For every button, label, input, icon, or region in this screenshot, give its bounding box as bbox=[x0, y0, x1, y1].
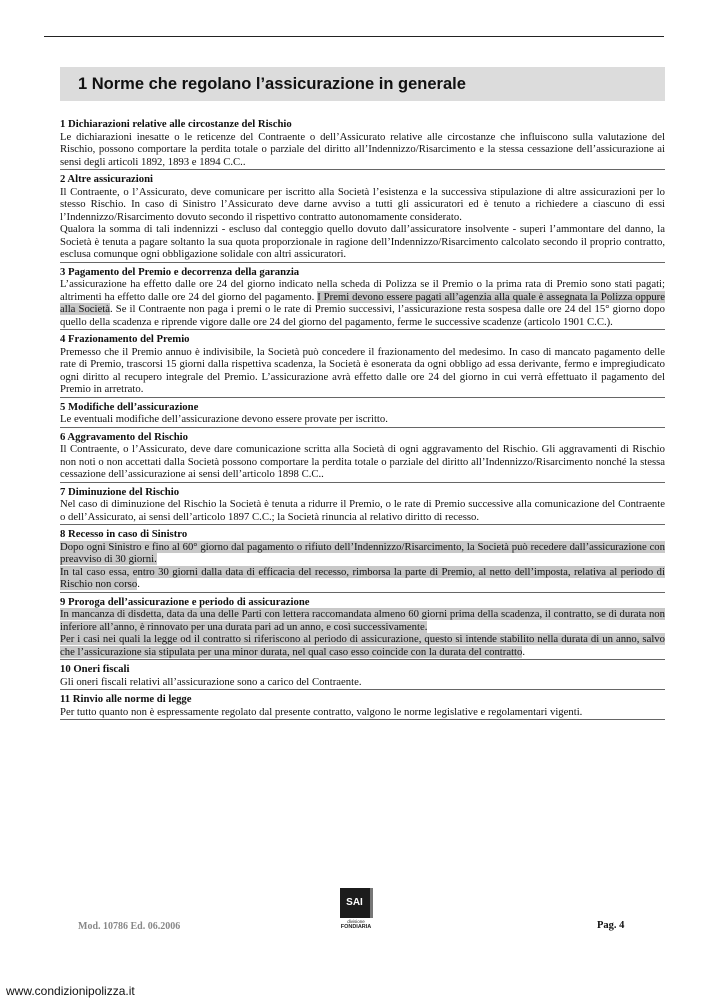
clause-paragraph bbox=[60, 223, 665, 261]
clause-paragraph bbox=[60, 186, 665, 224]
clause-text: . bbox=[137, 578, 140, 590]
clause-section bbox=[60, 333, 665, 398]
content-body bbox=[60, 118, 665, 723]
clause-text: . Se il Contraente non paga i premi o le rate di Premio successivi, l’assicurazione resta sospesa dalle ore 24 del 15° giorno dopo quello della scadenza e riprende vigore dalle ore 24 del giorno del pagamento, ferme le successive scadenze (articolo 1901 C.C.). bbox=[60, 303, 665, 328]
sai-logo-icon: SAI bbox=[340, 888, 373, 918]
clause-heading: 5 Modifiche dell’assicurazione bbox=[60, 400, 199, 413]
highlighted-text: In tal caso essa, entro 30 giorni dalla data di efficacia del recesso, rimborsa la parte di Premio, al netto dell’imposta, relativa al periodo di Rischio non corso bbox=[60, 565, 665, 590]
clause-section bbox=[60, 173, 665, 263]
page-number: Pag. 4 bbox=[597, 920, 625, 931]
highlighted-text: In mancanza di disdetta, data da una delle Parti con lettera raccomandata almeno 60 giorni prima della scadenza, il contratto, se di durata non inferiore all’anno, è rinnovato per una durata pari ad un anno, e così successivamente. bbox=[60, 608, 665, 633]
clause-section bbox=[60, 401, 665, 428]
clause-text: Qualora la somma di tali indennizzi - escluso dal conteggio quello dovuto dall’assicuratore insolvente - superi l’ammontare del danno, la Società è tenuta a pagare soltanto la sua quota proporzionale in ragione dell’Indennizzo/Risarcimento calcolato secondo il proprio contratto, esclusa comunque ogni obbligazione solidale con altri assicuratori. bbox=[60, 223, 665, 260]
top-rule bbox=[44, 36, 664, 37]
clause-paragraph bbox=[60, 608, 665, 633]
clause-paragraph bbox=[60, 541, 665, 566]
highlighted-text: Dopo ogni Sinistro e fino al 60° giorno dal pagamento o rifiuto dell’Indennizzo/Risarcimento, la Società può recedere dall’assicurazione con preavviso di 30 giorni. bbox=[60, 540, 665, 565]
clause-section bbox=[60, 596, 665, 661]
highlighted-text: I Premi devono essere pagati all’agenzia alla quale è assegnata la Polizza oppure alla Società bbox=[60, 290, 665, 315]
clause-heading: 10 Oneri fiscali bbox=[60, 663, 130, 675]
clause-paragraph bbox=[60, 633, 665, 658]
section-title: 1 Norme che regolano l’assicurazione in generale bbox=[60, 67, 665, 101]
clause-section bbox=[60, 693, 665, 720]
clause-heading: 8 Recesso in caso di Sinistro bbox=[60, 528, 188, 540]
clause-text: Premesso che il Premio annuo è indivisibile, la Società può concedere il frazionamento del medesimo. In caso di mancato pagamento delle rate di Premio, trascorsi 15 giorni dalla rispettiva scadenza, la Società è esonerata da ogni obbligo ad essa derivante, fermo e impregiudicato ogni diritto al recupero integrale del Premio. L’assicurazione avrà effetto dalle ore 24 del giorno in cui verrà effettuato il pagamento del Premio in arretrato. bbox=[60, 345, 665, 395]
clause-heading: 9 Proroga dell’assicurazione e periodo di assicurazione bbox=[60, 595, 310, 608]
logo-division-label: divisione bbox=[347, 919, 365, 924]
clause-paragraph bbox=[60, 443, 665, 481]
highlighted-text: Per i casi nei quali la legge od il contratto si riferiscono al periodo di assicurazione, questo si intende stabilito nella durata di un anno, salvo che l’assicurazione sia stipulata per una minor durata, nel qual caso esso coincide con la durata del contratto bbox=[60, 633, 665, 658]
clause-section bbox=[60, 118, 665, 170]
clause-paragraph bbox=[60, 706, 665, 719]
clause-section bbox=[60, 528, 665, 593]
clause-text: Nel caso di diminuzione del Rischio la Società è tenuta a ridurre il Premio, o le rate di Premio successive alla comunicazione del Contraente o dell’Assicurato, ai sensi dell’articolo 1897 C.C.; la Società rinuncia al relativo diritto di recesso. bbox=[60, 498, 665, 523]
logo-brand-label: FONDIARIA bbox=[340, 924, 372, 930]
clause-paragraph bbox=[60, 676, 665, 689]
clause-text: Gli oneri fiscali relativi all’assicurazione sono a carico del Contraente. bbox=[60, 675, 362, 688]
clause-text: Il Contraente, o l’Assicurato, deve dare comunicazione scritta alla Società di ogni aggravamento del Rischio. Gli aggravamenti di Rischio non noti o non accettati dalla Società possono comportare la perdita totale o parziale del diritto all’Indennizzo/Risarcimento nonché la stessa cessazione dell’assicurazione ai sensi dell’articolo 1898 C.C.. bbox=[60, 443, 665, 480]
clause-paragraph bbox=[60, 498, 665, 523]
clause-text: . bbox=[522, 645, 526, 658]
clause-section bbox=[60, 431, 665, 483]
clause-paragraph bbox=[60, 413, 665, 426]
clause-heading: 6 Aggravamento del Rischio bbox=[60, 430, 188, 443]
clause-text: Per tutto quanto non è espressamente regolato dal presente contratto, valgono le norme legislative e regolamentari vigenti. bbox=[60, 705, 583, 718]
clause-section bbox=[60, 663, 665, 690]
clause-heading: 11 Rinvio alle norme di legge bbox=[60, 693, 192, 705]
model-edition-code: Mod. 10786 Ed. 06.2006 bbox=[78, 921, 181, 932]
clause-text: Le dichiarazioni inesatte o le reticenze del Contraente o dell’Assicurato relative alle circostanze che influiscono sulla valutazione del Rischio, possono comportare la perdita totale o parziale del diritto all’Indennizzo/Risarcimento e la stessa cessazione dell’assicurazione ai sensi degli articoli 1892, 1893 e 1894 C.C.. bbox=[60, 130, 665, 168]
watermark-url: www.condizionipolizza.it bbox=[6, 984, 135, 998]
sai-fondiaria-logo bbox=[336, 888, 376, 930]
clause-paragraph bbox=[60, 566, 665, 591]
clause-paragraph bbox=[60, 278, 665, 328]
clause-heading: 3 Pagamento del Premio e decorrenza della garanzia bbox=[60, 265, 300, 278]
clause-heading: 4 Frazionamento del Premio bbox=[60, 333, 190, 345]
clause-text: Le eventuali modifiche dell’assicurazione devono essere provate per iscritto. bbox=[60, 413, 388, 425]
clause-paragraph bbox=[60, 131, 665, 169]
clause-section bbox=[60, 486, 665, 526]
clause-text: Il Contraente, o l’Assicurato, deve comunicare per iscritto alla Società l’esistenza e la successiva stipulazione di altre assicurazioni per lo stesso Rischio. In caso di Sinistro l’Assicurato deve darne avviso a tutti gli assicuratori ed è tenuto a richiedere a ciascuno di essi l’Indennizzo/Risarcimento dovuto secondo il rispettivo contratto autonomamente considerato. bbox=[60, 185, 665, 223]
clause-paragraph bbox=[60, 346, 665, 396]
clause-text: L’assicurazione ha effetto dalle ore 24 del giorno indicato nella scheda di Polizza se il Premio o la prima rata di Premio sono stati pagati; altrimenti ha effetto dalle ore 24 del giorno del pagamento. bbox=[60, 278, 665, 303]
clause-heading: 1 Dichiarazioni relative alle circostanze del Rischio bbox=[60, 118, 292, 130]
clause-section bbox=[60, 266, 665, 331]
clause-heading: 2 Altre assicurazioni bbox=[60, 173, 154, 185]
clause-heading: 7 Diminuzione del Rischio bbox=[60, 485, 180, 498]
